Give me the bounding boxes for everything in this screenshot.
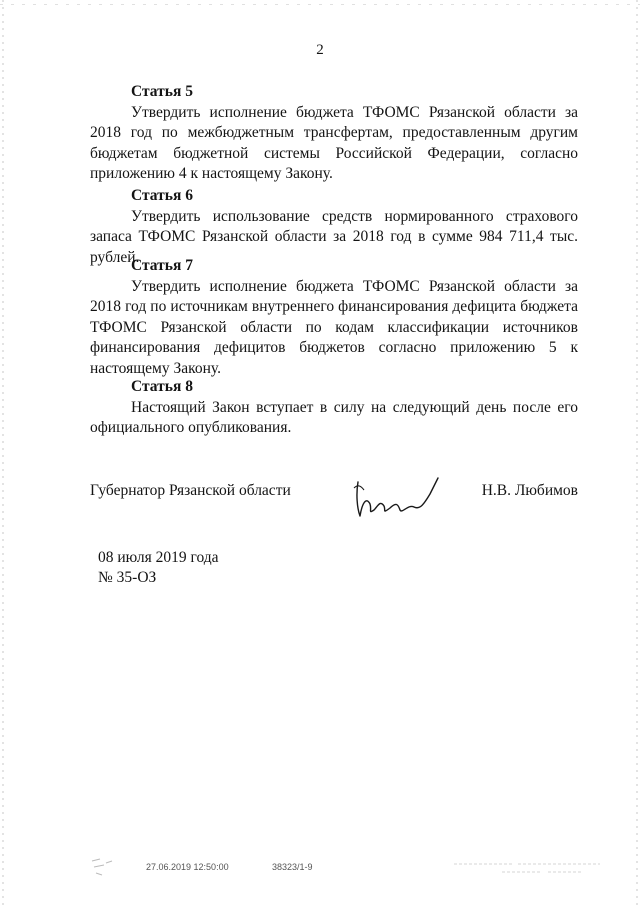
stamp-artifact [90, 855, 120, 879]
article-heading: Статья 6 [131, 187, 193, 204]
scan-artifact-left [2, 0, 4, 905]
article-text: Утвердить исполнение бюджета ТФОМС Рязанской области за 2018 год по межбюджетным трансфертам, предоставленным другим бюджетам бюджетной системы Российской Федерации, согласно приложению 4 к настоящему Закону. [90, 103, 578, 182]
law-number: № 35-ОЗ [98, 569, 157, 586]
article-text: Утвердить использование средств нормированного страхового запаса ТФОМС Рязанской области за 2018 год в сумме 984 711,4 тыс. рублей. [90, 207, 578, 266]
footer-doc-code: 38323/1-9 [272, 862, 313, 872]
scan-artifact-right [636, 0, 638, 905]
article-8 [90, 377, 578, 439]
page-number: 2 [316, 42, 324, 58]
faint-marking [452, 858, 602, 878]
article-heading: Статья 8 [131, 378, 193, 395]
footer-timestamp: 27.06.2019 12:50:00 [146, 862, 229, 872]
article-heading: Статья 5 [131, 83, 193, 100]
date-block [98, 548, 219, 588]
scan-artifact-top [0, 4, 640, 5]
signatory-name: Н.В. Любимов [481, 482, 578, 499]
signatory-title: Губернатор Рязанской области [90, 482, 291, 499]
signing-date: 08 июля 2019 года [98, 549, 219, 566]
article-text: Утвердить исполнение бюджета ТФОМС Рязанской области за 2018 год по источникам внутреннего финансирования дефицита бюджета ТФОМС Рязанской области по кодам классификации источников финансирования дефицитов бюджетов согласно приложению 5 к настоящему Закону. [90, 277, 578, 377]
article-5 [90, 82, 578, 185]
article-7 [90, 256, 578, 379]
handwritten-signature [352, 474, 442, 522]
article-text: Настоящий Закон вступает в силу на следующий день после его официального опубликования. [90, 398, 578, 436]
article-heading: Статья 7 [131, 257, 193, 274]
